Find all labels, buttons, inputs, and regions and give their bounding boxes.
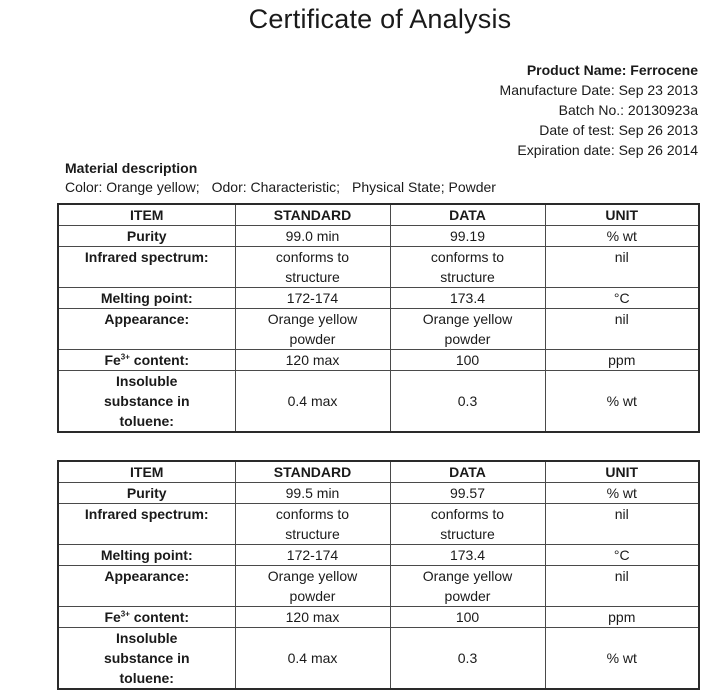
cell-line: conforms to	[430, 249, 505, 265]
material-state: Physical State; Powder	[352, 179, 496, 195]
row-item-insoluble	[58, 371, 235, 433]
cell-line: powder	[289, 588, 336, 604]
cell-data: 0.3	[390, 371, 545, 433]
row-item-fe-content	[58, 607, 235, 628]
cell-data	[390, 504, 545, 545]
batch-number: Batch No.: 20130923a	[558, 102, 698, 118]
row-item-purity: Purity	[58, 226, 235, 247]
material-properties	[65, 178, 496, 196]
fe-symbol: Fe	[104, 609, 121, 625]
header-data: DATA	[390, 461, 545, 483]
table-row	[58, 607, 699, 628]
material-odor: Odor: Characteristic;	[211, 179, 340, 195]
cell-line: Orange yellow	[422, 311, 513, 327]
cell-unit: nil	[545, 504, 699, 545]
cell-data: 99.57	[390, 483, 545, 504]
header-data: DATA	[390, 204, 545, 226]
cell-unit: % wt	[545, 226, 699, 247]
document-title: Certificate of Analysis	[248, 4, 512, 34]
table-row	[58, 483, 699, 504]
analysis-table-2	[57, 460, 700, 690]
cell-unit: °C	[545, 545, 699, 566]
table-row	[58, 566, 699, 607]
header-item: ITEM	[58, 461, 235, 483]
table-row	[58, 350, 699, 371]
table-header-row	[58, 461, 699, 483]
table-row	[58, 545, 699, 566]
table-row	[58, 628, 699, 690]
cell-standard: 120 max	[235, 350, 390, 371]
row-item-melting: Melting point:	[58, 288, 235, 309]
fe-charge: 3+	[120, 609, 130, 619]
row-item-infrared: Infrared spectrum:	[58, 504, 235, 545]
cell-line: powder	[289, 331, 336, 347]
cell-unit: ppm	[545, 350, 699, 371]
cell-line: structure	[285, 269, 340, 285]
cell-unit: % wt	[545, 483, 699, 504]
row-item-appearance: Appearance:	[58, 566, 235, 607]
header-unit: UNIT	[545, 204, 699, 226]
cell-data: 100	[390, 350, 545, 371]
cell-unit: ppm	[545, 607, 699, 628]
material-color: Color: Orange yellow;	[65, 179, 200, 195]
cell-line: toluene:	[119, 413, 174, 429]
fe-symbol: Fe	[104, 352, 121, 368]
cell-unit: nil	[545, 247, 699, 288]
header-standard: STANDARD	[235, 461, 390, 483]
row-item-melting: Melting point:	[58, 545, 235, 566]
cell-line: Insoluble	[116, 630, 178, 646]
header-unit: UNIT	[545, 461, 699, 483]
cell-line: Orange yellow	[267, 311, 358, 327]
cell-data: 0.3	[390, 628, 545, 690]
cell-line: Orange yellow	[267, 568, 358, 584]
cell-unit: °C	[545, 288, 699, 309]
product-info	[500, 60, 698, 160]
cell-line: conforms to	[275, 249, 350, 265]
cell-unit: % wt	[545, 628, 699, 690]
cell-unit: nil	[545, 309, 699, 350]
cell-standard	[235, 309, 390, 350]
header-standard: STANDARD	[235, 204, 390, 226]
cell-standard: 172-174	[235, 545, 390, 566]
table-row	[58, 288, 699, 309]
row-item-insoluble	[58, 628, 235, 690]
table-header-row	[58, 204, 699, 226]
cell-line: powder	[444, 331, 491, 347]
cell-data	[390, 566, 545, 607]
cell-data: 100	[390, 607, 545, 628]
expiration-date: Expiration date: Sep 26 2014	[517, 142, 698, 158]
cell-line: substance in	[103, 650, 190, 666]
material-heading: Material description	[65, 160, 198, 176]
cell-standard: 0.4 max	[235, 628, 390, 690]
table-row	[58, 247, 699, 288]
fe-label: content:	[129, 352, 190, 368]
cell-line: toluene:	[119, 670, 174, 686]
cell-standard: 120 max	[235, 607, 390, 628]
cell-data	[390, 309, 545, 350]
manufacture-date: Manufacture Date: Sep 23 2013	[499, 82, 698, 98]
cell-line: structure	[285, 526, 340, 542]
cell-line: structure	[440, 526, 495, 542]
row-item-purity: Purity	[58, 483, 235, 504]
cell-standard: 99.5 min	[235, 483, 390, 504]
cell-line: substance in	[103, 393, 190, 409]
cell-line: conforms to	[430, 506, 505, 522]
fe-label: content:	[129, 609, 190, 625]
cell-data: 173.4	[390, 545, 545, 566]
table-row	[58, 504, 699, 545]
table-row	[58, 226, 699, 247]
product-name: Product Name: Ferrocene	[526, 62, 698, 78]
cell-line: Orange yellow	[422, 568, 513, 584]
cell-line: Insoluble	[116, 373, 178, 389]
cell-standard: 0.4 max	[235, 371, 390, 433]
row-item-infrared: Infrared spectrum:	[58, 247, 235, 288]
table-row	[58, 309, 699, 350]
cell-standard: 99.0 min	[235, 226, 390, 247]
cell-standard	[235, 504, 390, 545]
cell-standard: 172-174	[235, 288, 390, 309]
cell-data	[390, 247, 545, 288]
cell-data: 99.19	[390, 226, 545, 247]
fe-charge: 3+	[120, 352, 130, 362]
row-item-appearance: Appearance:	[58, 309, 235, 350]
cell-standard	[235, 566, 390, 607]
cell-line: powder	[444, 588, 491, 604]
row-item-fe-content	[58, 350, 235, 371]
header-item: ITEM	[58, 204, 235, 226]
cell-unit: nil	[545, 566, 699, 607]
cell-unit: % wt	[545, 371, 699, 433]
cell-standard	[235, 247, 390, 288]
test-date: Date of test: Sep 26 2013	[539, 122, 698, 138]
analysis-table-1	[57, 203, 700, 433]
material-description	[65, 158, 496, 196]
cell-line: conforms to	[275, 506, 350, 522]
cell-line: structure	[440, 269, 495, 285]
cell-data: 173.4	[390, 288, 545, 309]
table-row	[58, 371, 699, 433]
